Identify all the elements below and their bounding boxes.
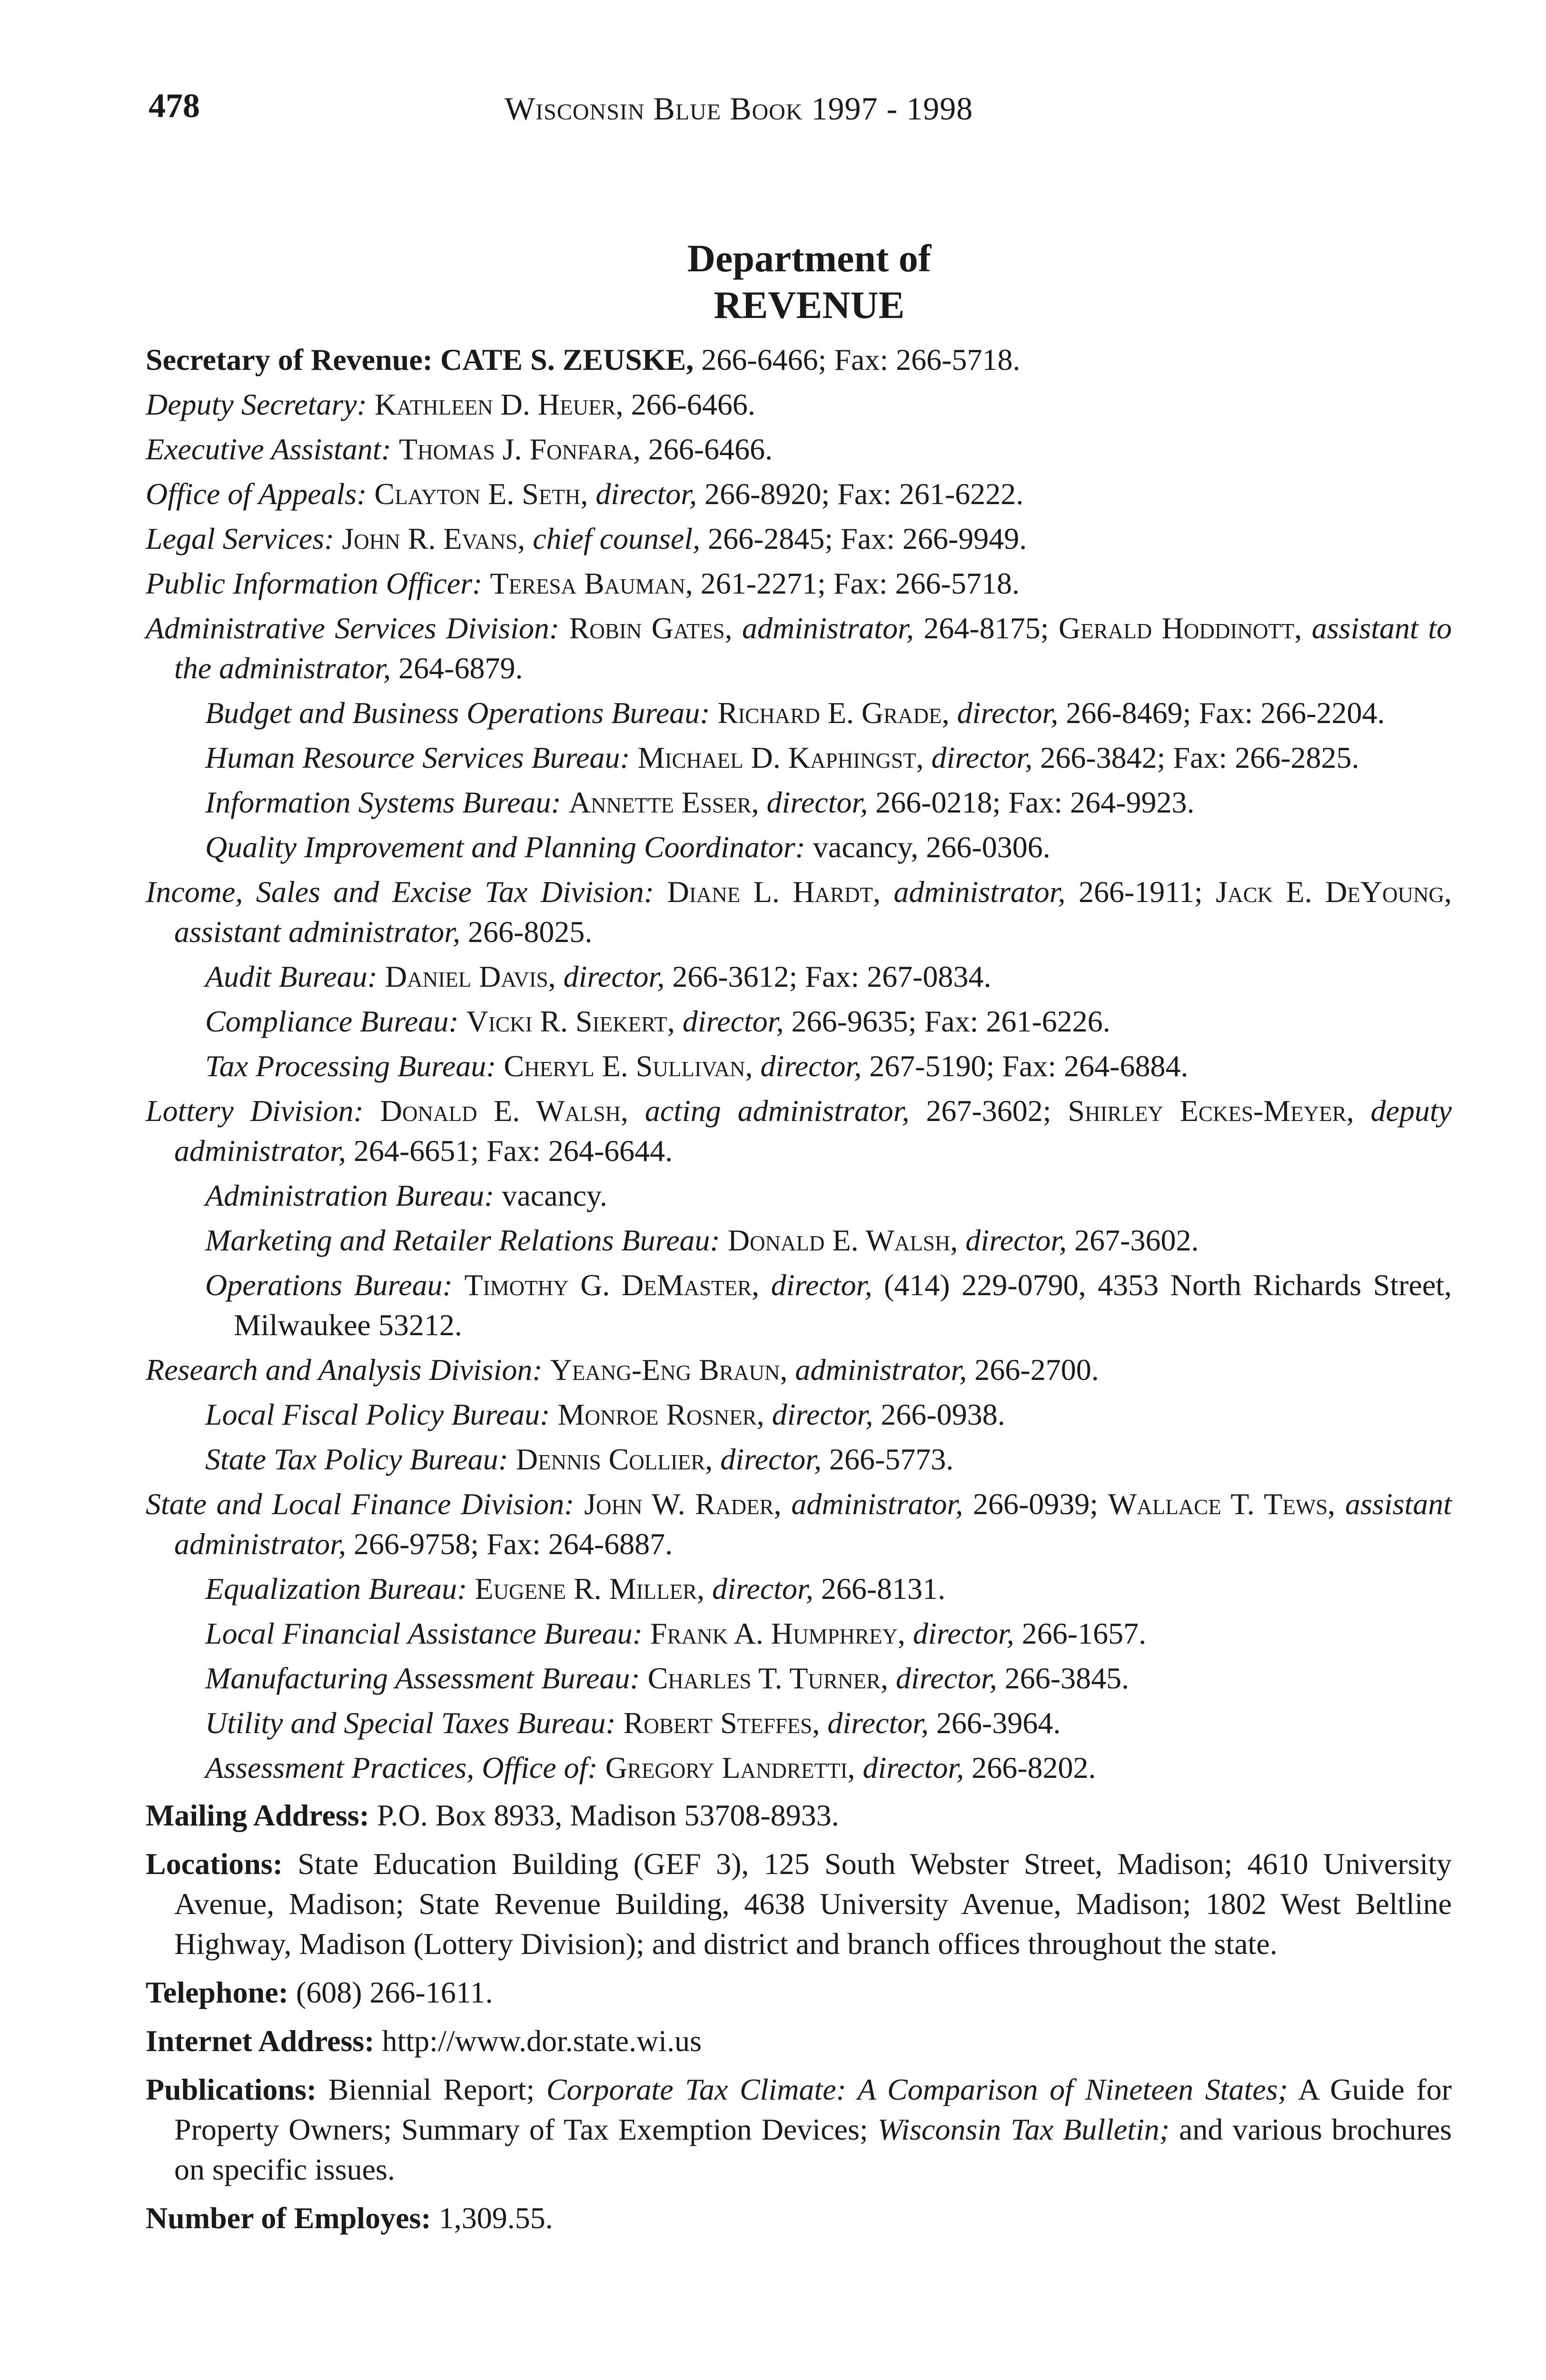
research-division-name: Yeang-Eng Braun: [550, 1353, 780, 1387]
hr-bureau-name: Michael D. Kaphingst: [637, 741, 916, 774]
manufacturing-bureau-label: Manufacturing Assessment Bureau:: [205, 1661, 640, 1695]
manufacturing-bureau-sep: ,: [881, 1661, 896, 1695]
equalization-bureau-role: director,: [712, 1572, 813, 1606]
lottery-division-details1: 267-3602;: [909, 1094, 1068, 1128]
quality-coordinator-details: vacancy, 266-0306.: [805, 830, 1050, 864]
hr-bureau-label: Human Resource Services Bureau:: [205, 741, 630, 774]
infosys-bureau-details: 266-0218; Fax: 264-9923.: [868, 785, 1195, 819]
assessment-office-name: Gregory Landretti: [605, 1751, 848, 1785]
lottery-division-label: Lottery Division:: [146, 1094, 364, 1128]
quality-coordinator-entry: [205, 827, 1452, 867]
admin-division-sep2: ,: [1294, 611, 1312, 645]
pio-name: Teresa Bauman: [490, 566, 685, 600]
manufacturing-bureau-role: director,: [896, 1661, 997, 1695]
audit-bureau-entry: [205, 957, 1452, 997]
operations-bureau-sep: ,: [752, 1268, 771, 1302]
income-division-role2: assistant administrator,: [174, 915, 461, 949]
appeals-sep: ,: [580, 477, 596, 511]
slf-division-name1: John W. Rader: [584, 1487, 774, 1521]
local-fin-asst-bureau-label: Local Financial Assistance Bureau:: [205, 1616, 643, 1650]
compliance-bureau-entry: [205, 1002, 1452, 1041]
employees-entry: [146, 2198, 1452, 2238]
publications-label: Publications:: [146, 2073, 317, 2106]
legal-role: chief counsel,: [533, 522, 701, 555]
equalization-bureau-details: 266-8131.: [813, 1572, 946, 1606]
legal-name: John R. Evans: [342, 522, 518, 555]
pio-label: Public Information Officer:: [146, 566, 483, 600]
lottery-admin-bureau-entry: [205, 1176, 1452, 1216]
local-fiscal-bureau-details: 266-0938.: [873, 1398, 1005, 1431]
state-tax-bureau-label: State Tax Policy Bureau:: [205, 1442, 508, 1476]
budget-bureau-sep: ,: [941, 696, 957, 730]
internet-address-entry: [146, 2021, 1452, 2061]
lottery-division-entry: [146, 1091, 1452, 1171]
deputy-label: Deputy Secretary:: [146, 387, 367, 421]
telephone-text: (608) 266-1611.: [288, 1975, 493, 2009]
slf-division-sep1: ,: [773, 1487, 792, 1521]
compliance-bureau-name: Vicki R. Siekert: [466, 1004, 667, 1038]
department-title-line2: REVENUE: [714, 283, 905, 327]
taxproc-bureau-name: Cheryl E. Sullivan: [504, 1049, 745, 1083]
admin-division-label: Administrative Services Division:: [146, 611, 560, 645]
internet-address-label: Internet Address:: [146, 2024, 375, 2058]
audit-bureau-role: director,: [563, 960, 665, 993]
budget-bureau-label: Budget and Business Operations Bureau:: [205, 696, 710, 730]
appeals-details: 266-8920; Fax: 261-6222.: [697, 477, 1024, 511]
pio-details: , 261-2271; Fax: 266-5718.: [685, 566, 1020, 600]
page-number: 478: [149, 87, 200, 125]
assessment-office-details: 266-8202.: [964, 1751, 1096, 1785]
manufacturing-bureau-name: Charles T. Turner: [647, 1661, 881, 1695]
audit-bureau-name: Daniel Davis: [385, 960, 548, 993]
compliance-bureau-sep: ,: [667, 1004, 683, 1038]
mailing-address-label: Mailing Address:: [146, 1798, 369, 1832]
quality-coordinator-label: Quality Improvement and Planning Coordinator:: [205, 830, 805, 864]
marketing-bureau-role: director,: [965, 1223, 1067, 1257]
income-division-details2: 266-8025.: [460, 915, 593, 949]
state-tax-bureau-entry: [205, 1439, 1452, 1479]
compliance-bureau-details: 266-9635; Fax: 261-6226.: [783, 1004, 1110, 1038]
utility-bureau-details: 266-3964.: [929, 1706, 1061, 1740]
marketing-bureau-sep: ,: [950, 1223, 966, 1257]
budget-bureau-entry: [205, 693, 1452, 733]
manufacturing-bureau-details: 266-3845.: [997, 1661, 1130, 1695]
hr-bureau-entry: [205, 738, 1452, 778]
operations-bureau-label: Operations Bureau:: [205, 1268, 453, 1302]
state-tax-bureau-role: director,: [720, 1442, 822, 1476]
exec-asst-label: Executive Assistant:: [146, 432, 391, 466]
assessment-office-role: director,: [862, 1751, 964, 1785]
slf-division-role1: administrator,: [791, 1487, 963, 1521]
appeals-label: Office of Appeals:: [146, 477, 367, 511]
pio-entry: [146, 564, 1452, 604]
publications-title-1: Corporate Tax Climate: A Comparison of Nineteen States;: [546, 2073, 1288, 2106]
local-fin-asst-bureau-entry: [205, 1614, 1452, 1654]
compliance-bureau-label: Compliance Bureau:: [205, 1004, 459, 1038]
infosys-bureau-label: Information Systems Bureau:: [205, 785, 561, 819]
local-fiscal-bureau-entry: [205, 1395, 1452, 1435]
telephone-label: Telephone:: [146, 1975, 288, 2009]
slf-division-entry: [146, 1484, 1452, 1564]
lottery-division-sep2: ,: [1346, 1094, 1371, 1128]
operations-bureau-role: director,: [771, 1268, 872, 1302]
research-division-entry: [146, 1350, 1452, 1390]
lottery-division-sep1: ,: [620, 1094, 645, 1128]
exec-asst-details: , 266-6466.: [633, 432, 773, 466]
slf-division-role2: assistant administrator,: [174, 1487, 1452, 1561]
local-fiscal-bureau-sep: ,: [756, 1398, 772, 1431]
research-division-role: administrator,: [795, 1353, 967, 1387]
hr-bureau-details: 266-3842; Fax: 266-2825.: [1032, 741, 1359, 774]
equalization-bureau-entry: [205, 1569, 1452, 1609]
taxproc-bureau-details: 267-5190; Fax: 264-6884.: [862, 1049, 1189, 1083]
lottery-admin-bureau-details: vacancy.: [494, 1179, 607, 1212]
local-fiscal-bureau-label: Local Fiscal Policy Bureau:: [205, 1398, 550, 1431]
local-fin-asst-bureau-name: Frank A. Humphrey: [650, 1616, 898, 1650]
lottery-division-name2: Shirley Eckes-Meyer: [1068, 1094, 1347, 1128]
assessment-office-sep: ,: [847, 1751, 863, 1785]
admin-division-name2: Gerald Hoddinott: [1058, 611, 1295, 645]
audit-bureau-sep: ,: [548, 960, 564, 993]
admin-division-entry: [146, 608, 1452, 688]
utility-bureau-sep: ,: [812, 1706, 828, 1740]
slf-division-name2: Wallace T. Tews: [1108, 1487, 1328, 1521]
locations-entry: [146, 1844, 1452, 1964]
operations-bureau-entry: [205, 1265, 1452, 1345]
local-fiscal-bureau-role: director,: [772, 1398, 873, 1431]
slf-division-sep2: ,: [1328, 1487, 1345, 1521]
state-tax-bureau-details: 266-5773.: [822, 1442, 954, 1476]
compliance-bureau-role: director,: [682, 1004, 784, 1038]
legal-details: 266-2845; Fax: 266-9949.: [700, 522, 1027, 555]
hr-bureau-sep: ,: [916, 741, 932, 774]
directory-content: [146, 340, 1452, 2247]
income-division-name1: Diane L. Hardt: [667, 875, 873, 909]
manufacturing-bureau-entry: [205, 1658, 1452, 1698]
secretary-details: 266-6466; Fax: 266-5718.: [694, 343, 1021, 377]
department-title-line1: Department of: [687, 237, 932, 280]
mailing-address-text: P.O. Box 8933, Madison 53708-8933.: [369, 1798, 839, 1832]
locations-label: Locations:: [146, 1847, 283, 1881]
admin-division-details1: 264-8175;: [913, 611, 1059, 645]
exec-asst-entry: [146, 429, 1452, 469]
deputy-name: Kathleen D. Heuer: [374, 387, 616, 421]
equalization-bureau-label: Equalization Bureau:: [205, 1572, 467, 1606]
locations-text: State Education Building (GEF 3), 125 South Webster Street, Madison; 4610 University Avenue, Madison; State Revenue Building, 4638 University Avenue, Madison; 1802 West Beltline Highway, Madison (Lottery Division); and district and branch offices throughout the state.: [174, 1847, 1452, 1961]
audit-bureau-details: 266-3612; Fax: 267-0834.: [664, 960, 991, 993]
exec-asst-name: Thomas J. Fonfara: [399, 432, 633, 466]
taxproc-bureau-role: director,: [760, 1049, 862, 1083]
internet-address-text: http://www.dor.state.wi.us: [374, 2024, 702, 2058]
publications-title-2: Wisconsin Tax Bulletin;: [877, 2112, 1170, 2146]
equalization-bureau-name: Eugene R. Miller: [475, 1572, 697, 1606]
secretary-label: Secretary of Revenue: CATE S. ZEUSKE,: [146, 343, 694, 377]
operations-bureau-details: (414) 229-0790, 4353 North Richards Street, Milwaukee 53212.: [234, 1268, 1452, 1342]
legal-label: Legal Services:: [146, 522, 335, 555]
lottery-division-role1: acting administrator,: [644, 1094, 910, 1128]
local-fin-asst-bureau-sep: ,: [898, 1616, 913, 1650]
legal-sep: ,: [517, 522, 533, 555]
utility-bureau-role: director,: [827, 1706, 929, 1740]
admin-division-details2: 264-6879.: [391, 651, 523, 685]
infosys-bureau-name: Annette Esser: [568, 785, 752, 819]
publications-entry: [146, 2070, 1452, 2190]
utility-bureau-label: Utility and Special Taxes Bureau:: [205, 1706, 616, 1740]
slf-division-details2: 266-9758; Fax: 264-6887.: [346, 1527, 673, 1561]
lottery-division-role2: deputy administrator,: [174, 1094, 1452, 1168]
lottery-division-name1: Donald E. Walsh: [380, 1094, 621, 1128]
running-header: Wisconsin Blue Book 1997 - 1998: [505, 90, 973, 127]
mailing-address-entry: [146, 1795, 1452, 1835]
income-division-name2: Jack E. DeYoung: [1216, 875, 1445, 909]
research-division-sep: ,: [780, 1353, 795, 1387]
slf-division-details1: 266-0939;: [963, 1487, 1108, 1521]
publications-text-2: A Guide for Property Owners; Summary of Tax Exemption Devices;: [174, 2073, 1452, 2146]
appeals-entry: [146, 474, 1452, 514]
slf-division-label: State and Local Finance Division:: [146, 1487, 575, 1521]
employees-label: Number of Employes:: [146, 2201, 431, 2235]
taxproc-bureau-entry: [205, 1046, 1452, 1086]
publications-text-3: and various brochures on specific issues.: [174, 2112, 1452, 2186]
income-division-role1: administrator,: [893, 875, 1066, 909]
audit-bureau-label: Audit Bureau:: [205, 960, 377, 993]
secretary-entry: [146, 340, 1452, 380]
income-division-entry: [146, 872, 1452, 952]
local-fiscal-bureau-name: Monroe Rosner: [557, 1398, 757, 1431]
appeals-role: director,: [595, 477, 697, 511]
marketing-bureau-details: 267-3602.: [1067, 1223, 1199, 1257]
lottery-admin-bureau-label: Administration Bureau:: [205, 1179, 495, 1212]
infosys-bureau-sep: ,: [751, 785, 767, 819]
research-division-label: Research and Analysis Division:: [146, 1353, 543, 1387]
deputy-details: , 266-6466.: [615, 387, 755, 421]
department-title: [524, 235, 1095, 328]
income-division-sep2: ,: [1444, 875, 1452, 909]
infosys-bureau-role: director,: [766, 785, 868, 819]
utility-bureau-entry: [205, 1703, 1452, 1743]
hr-bureau-role: director,: [931, 741, 1033, 774]
admin-division-role1: administrator,: [742, 611, 914, 645]
assessment-office-entry: [205, 1748, 1452, 1788]
equalization-bureau-sep: ,: [697, 1572, 713, 1606]
admin-division-role2: assistant to the administrator,: [174, 611, 1452, 685]
legal-entry: [146, 519, 1452, 559]
marketing-bureau-name: Donald E. Walsh: [727, 1223, 951, 1257]
local-fin-asst-bureau-role: director,: [913, 1616, 1014, 1650]
telephone-entry: [146, 1973, 1452, 2013]
income-division-details1: 266-1911;: [1065, 875, 1216, 909]
admin-division-name1: Robin Gates: [569, 611, 725, 645]
assessment-office-label: Assessment Practices, Office of:: [205, 1751, 598, 1785]
appeals-name: Clayton E. Seth: [374, 477, 581, 511]
income-division-sep1: ,: [873, 875, 894, 909]
state-tax-bureau-name: Dennis Collier: [515, 1442, 705, 1476]
admin-division-sep1: ,: [724, 611, 742, 645]
budget-bureau-role: director,: [957, 696, 1059, 730]
budget-bureau-name: Richard E. Grade: [717, 696, 942, 730]
utility-bureau-name: Robert Steffes: [623, 1706, 813, 1740]
employees-text: 1,309.55.: [431, 2201, 553, 2235]
research-division-details: 266-2700.: [967, 1353, 1099, 1387]
marketing-bureau-entry: [205, 1220, 1452, 1260]
state-tax-bureau-sep: ,: [705, 1442, 721, 1476]
infosys-bureau-entry: [205, 783, 1452, 823]
marketing-bureau-label: Marketing and Retailer Relations Bureau:: [205, 1223, 720, 1257]
deputy-entry: [146, 385, 1452, 425]
lottery-division-details2: 264-6651; Fax: 264-6644.: [346, 1134, 673, 1168]
taxproc-bureau-sep: ,: [745, 1049, 761, 1083]
budget-bureau-details: 266-8469; Fax: 266-2204.: [1058, 696, 1385, 730]
publications-text-1: Biennial Report;: [317, 2073, 546, 2106]
local-fin-asst-bureau-details: 266-1657.: [1014, 1616, 1147, 1650]
taxproc-bureau-label: Tax Processing Bureau:: [205, 1049, 496, 1083]
income-division-label: Income, Sales and Excise Tax Division:: [146, 875, 654, 909]
operations-bureau-name: Timothy G. DeMaster: [464, 1268, 752, 1302]
